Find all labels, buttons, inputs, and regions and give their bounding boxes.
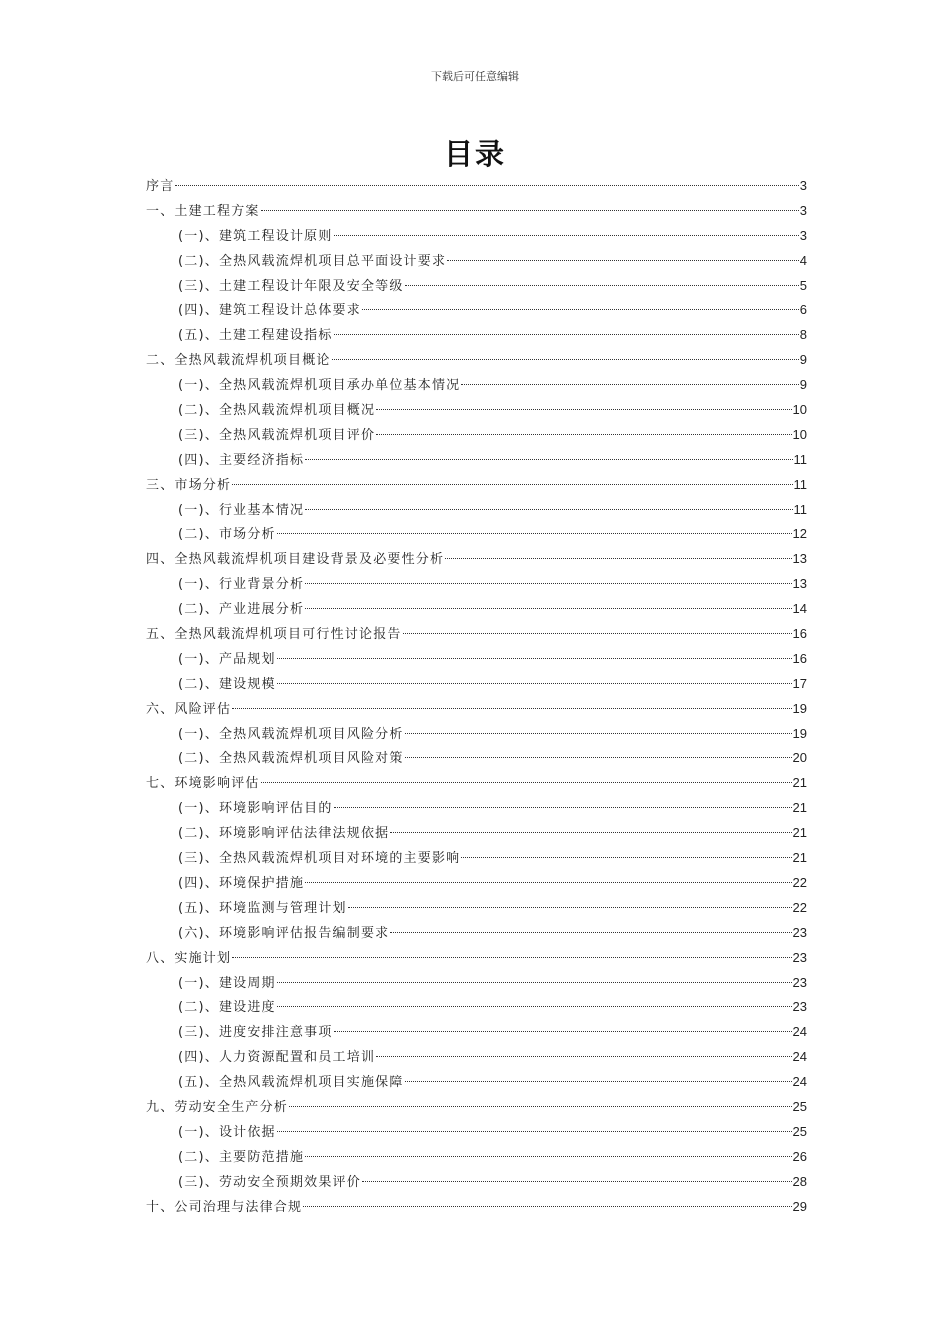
toc-entry-label: (一)、设计依据 [178,1124,276,1140]
toc-entry-label: (一)、全热风载流焊机项目承办单位基本情况 [178,378,461,394]
toc-leader-dots [305,509,792,510]
toc-entry[interactable] [146,1020,807,1045]
toc-entry[interactable] [146,946,807,971]
toc-entry-page-number: 21 [792,775,807,791]
toc-entry-label: (二)、市场分析 [178,527,276,543]
toc-entry-page-number: 16 [792,626,807,642]
toc-entry[interactable] [146,722,807,747]
toc-entry-page-number: 25 [792,1098,807,1114]
toc-leader-dots [461,384,798,385]
toc-entry[interactable] [146,522,807,547]
toc-entry[interactable] [146,672,807,697]
toc-leader-dots [305,608,791,609]
toc-entry-label: (五)、土建工程建设指标 [178,328,333,344]
toc-entry[interactable] [146,647,807,672]
toc-leader-dots [390,832,791,833]
toc-leader-dots [445,558,791,559]
toc-entry-page-number: 22 [792,874,807,890]
toc-entry-page-number: 3 [799,178,807,193]
toc-entry[interactable] [146,423,807,448]
toc-entry-label: 六、风险评估 [146,701,232,717]
toc-entry-label: 九、劳动安全生产分析 [146,1099,289,1115]
toc-entry-label: (四)、人力资源配置和员工培训 [178,1050,376,1066]
toc-entry[interactable] [146,771,807,796]
toc-entry[interactable] [146,597,807,622]
toc-entry[interactable] [146,348,807,373]
toc-leader-dots [405,1081,792,1082]
toc-entry[interactable] [146,1120,807,1145]
toc-entry-label: 十、公司治理与法律合规 [146,1199,303,1215]
toc-entry-page-number: 23 [792,924,807,940]
toc-entry-label: 一、土建工程方案 [146,203,260,219]
toc-leader-dots [461,857,791,858]
toc-leader-dots [305,459,792,460]
toc-entry-page-number: 21 [792,825,807,841]
toc-entry-page-number: 14 [792,601,807,617]
toc-leader-dots [232,957,791,958]
toc-leader-dots [405,733,792,734]
toc-entry[interactable] [146,1045,807,1070]
toc-entry-label: 七、环境影响评估 [146,776,260,792]
toc-entry[interactable] [146,274,807,299]
toc-entry[interactable] [146,373,807,398]
toc-entry-label: (一)、建筑工程设计原则 [178,228,333,244]
toc-entry-label: (一)、环境影响评估目的 [178,801,333,817]
toc-entry[interactable] [146,971,807,996]
toc-entry-label: (二)、建设规模 [178,676,276,692]
toc-entry-page-number: 21 [792,800,807,816]
toc-entry-page-number: 10 [792,402,807,418]
toc-entry[interactable] [146,796,807,821]
toc-leader-dots [232,484,792,485]
toc-entry-page-number: 10 [792,426,807,442]
toc-leader-dots [376,409,791,410]
toc-entry[interactable] [146,199,807,224]
page-header: 下载后可任意编辑 [431,70,519,83]
toc-leader-dots [334,807,792,808]
toc-entry-label: (四)、建筑工程设计总体要求 [178,303,361,319]
toc-entry-label: 序言 [146,179,175,194]
toc-entry-page-number: 24 [792,1074,807,1090]
toc-entry-label: (四)、环境保护措施 [178,875,305,891]
toc-entry[interactable] [146,224,807,249]
toc-entry[interactable] [146,298,807,323]
toc-entry[interactable] [146,547,807,572]
toc-entry-label: (四)、主要经济指标 [178,452,305,468]
toc-entry-page-number: 23 [792,974,807,990]
toc-entry-page-number: 24 [792,1024,807,1040]
toc-entry[interactable] [146,398,807,423]
toc-entry[interactable] [146,498,807,523]
toc-leader-dots [305,882,791,883]
toc-leader-dots [277,658,792,659]
toc-entry-label: (三)、土建工程设计年限及安全等级 [178,278,404,294]
toc-leader-dots [362,1181,792,1182]
toc-entry-label: (一)、建设周期 [178,975,276,991]
toc-entry-label: 五、全热风载流焊机项目可行性讨论报告 [146,627,402,643]
toc-entry-label: 三、市场分析 [146,477,232,493]
toc-entry-page-number: 23 [792,999,807,1015]
toc-leader-dots [232,708,791,709]
toc-leader-dots [289,1106,792,1107]
table-of-contents [146,174,807,1219]
toc-entry-page-number: 19 [792,700,807,716]
toc-leader-dots [334,1031,792,1032]
toc-entry-label: 二、全热风载流焊机项目概论 [146,353,331,369]
toc-leader-dots [334,235,799,236]
toc-entry-page-number: 9 [799,352,807,368]
toc-leader-dots [305,1156,791,1157]
toc-entry-page-number: 3 [799,227,807,243]
toc-leader-dots [390,932,791,933]
toc-entry[interactable] [146,995,807,1020]
toc-entry[interactable] [146,846,807,871]
toc-entry-label: (三)、劳动安全预期效果评价 [178,1174,361,1190]
toc-entry[interactable] [146,622,807,647]
toc-entry[interactable] [146,697,807,722]
toc-entry-label: (三)、进度安排注意事项 [178,1025,333,1041]
toc-entry-label: (二)、环境影响评估法律法规依据 [178,826,390,842]
toc-entry[interactable] [146,1095,807,1120]
toc-leader-dots [376,1056,791,1057]
toc-entry-page-number: 19 [792,725,807,741]
toc-entry-label: (一)、产品规划 [178,651,276,667]
toc-entry[interactable] [146,323,807,348]
toc-entry-page-number: 13 [792,576,807,592]
toc-leader-dots [405,757,792,758]
toc-entry-page-number: 11 [793,451,807,467]
toc-leader-dots [305,583,791,584]
toc-entry-page-number: 17 [792,675,807,691]
toc-entry-page-number: 3 [799,202,807,218]
toc-entry-page-number: 6 [799,302,807,318]
toc-entry[interactable] [146,1070,807,1095]
toc-entry-label: (一)、全热风载流焊机项目风险分析 [178,726,404,742]
toc-entry-page-number: 20 [792,750,807,766]
toc-leader-dots [277,533,792,534]
toc-entry-page-number: 13 [792,551,807,567]
toc-entry[interactable] [146,896,807,921]
toc-entry[interactable] [146,871,807,896]
toc-entry-page-number: 4 [799,252,807,268]
toc-entry-label: (五)、全热风载流焊机项目实施保障 [178,1075,404,1091]
toc-entry-page-number: 26 [792,1148,807,1164]
toc-leader-dots [303,1206,791,1207]
toc-entry-page-number: 12 [792,526,807,542]
toc-entry-label: (二)、主要防范措施 [178,1149,305,1165]
toc-entry-page-number: 24 [792,1049,807,1065]
toc-entry[interactable] [146,1145,807,1170]
toc-entry-page-number: 23 [792,949,807,965]
toc-entry[interactable] [146,821,807,846]
toc-entry[interactable] [146,174,807,199]
toc-entry[interactable] [146,249,807,274]
toc-leader-dots [403,633,792,634]
toc-entry-label: (五)、环境监测与管理计划 [178,900,347,916]
toc-leader-dots [332,359,799,360]
toc-entry-page-number: 9 [799,377,807,393]
toc-entry[interactable] [146,1195,807,1220]
toc-entry-label: (二)、全热风载流焊机项目风险对策 [178,751,404,767]
toc-entry[interactable] [146,921,807,946]
toc-entry-label: (二)、建设进度 [178,1000,276,1016]
toc-entry-page-number: 11 [793,501,807,517]
toc-entry-label: (二)、全热风载流焊机项目总平面设计要求 [178,253,447,269]
toc-entry-page-number: 21 [792,850,807,866]
toc-entry-page-number: 5 [799,277,807,293]
toc-entry-label: (一)、行业背景分析 [178,577,305,593]
toc-leader-dots [334,334,799,335]
toc-entry-page-number: 25 [792,1123,807,1139]
toc-entry-page-number: 29 [792,1198,807,1214]
toc-leader-dots [261,782,792,783]
toc-leader-dots [447,260,799,261]
toc-entry-page-number: 28 [792,1173,807,1189]
toc-entry-label: (三)、全热风载流焊机项目评价 [178,427,376,443]
toc-leader-dots [277,1131,792,1132]
toc-leader-dots [175,185,798,186]
toc-entry-page-number: 11 [793,476,807,492]
toc-entry-label: (二)、产业进展分析 [178,602,305,618]
page-title: 目录 [443,137,506,171]
toc-leader-dots [376,434,791,435]
toc-entry[interactable] [146,746,807,771]
toc-leader-dots [348,907,792,908]
toc-entry-label: 四、全热风载流焊机项目建设背景及必要性分析 [146,552,445,568]
toc-entry-label: (三)、全热风载流焊机项目对环境的主要影响 [178,851,461,867]
toc-entry[interactable] [146,448,807,473]
toc-entry-label: (六)、环境影响评估报告编制要求 [178,925,390,941]
toc-leader-dots [277,683,792,684]
toc-entry[interactable] [146,473,807,498]
toc-leader-dots [362,309,799,310]
toc-entry-label: (二)、全热风载流焊机项目概况 [178,403,376,419]
toc-entry[interactable] [146,1170,807,1195]
toc-leader-dots [261,210,799,211]
toc-entry-page-number: 16 [792,650,807,666]
toc-entry-label: 八、实施计划 [146,950,232,966]
toc-entry[interactable] [146,572,807,597]
toc-entry-label: (一)、行业基本情况 [178,502,305,518]
toc-entry-page-number: 22 [792,899,807,915]
toc-leader-dots [277,1006,792,1007]
toc-leader-dots [277,982,792,983]
toc-entry-page-number: 8 [799,327,807,343]
toc-leader-dots [405,285,799,286]
